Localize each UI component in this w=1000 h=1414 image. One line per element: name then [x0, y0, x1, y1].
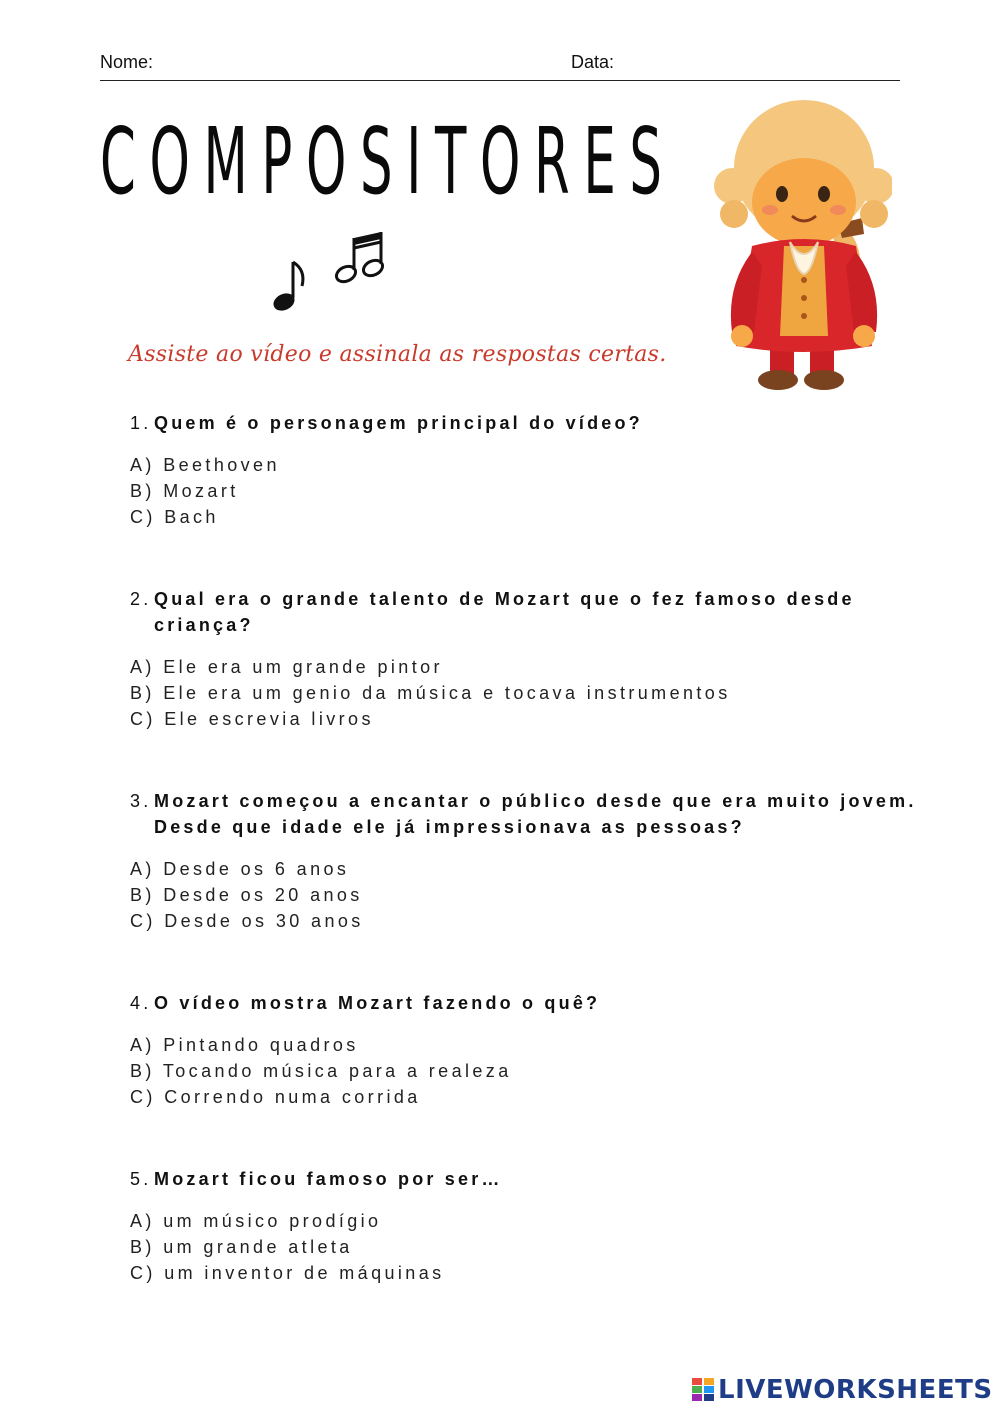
answer-option[interactable]: C) Bach — [130, 507, 219, 527]
answer-option[interactable]: C) Ele escrevia livros — [130, 709, 374, 729]
question-5 — [130, 1166, 930, 1286]
answer-option[interactable]: B) Ele era um genio da música e tocava instrumentos — [130, 683, 731, 703]
name-label: Nome: — [100, 52, 154, 72]
question-number: 4. — [130, 993, 152, 1013]
question-text: Mozart começou a encantar o público desde que era muito jovem. Desde que idade ele já impressionava as pessoas? — [154, 791, 917, 837]
question-number: 3. — [130, 791, 152, 811]
answer-option[interactable]: C) um inventor de máquinas — [130, 1263, 445, 1283]
mozart-character-illustration — [712, 96, 892, 396]
liveworksheets-brand — [692, 1374, 993, 1406]
answer-option[interactable]: C) Correndo numa corrida — [130, 1087, 421, 1107]
answer-option[interactable]: B) Mozart — [130, 481, 239, 501]
question-2 — [130, 586, 930, 732]
answer-option[interactable]: A) Pintando quadros — [130, 1035, 359, 1055]
answer-option[interactable]: A) Desde os 6 anos — [130, 859, 350, 879]
answer-option[interactable]: B) Tocando música para a realeza — [130, 1061, 512, 1081]
header-row — [100, 52, 900, 81]
question-3 — [130, 788, 930, 934]
answer-option[interactable]: C) Desde os 30 anos — [130, 911, 364, 931]
instruction-text: Assiste ao vídeo e assinala as respostas certas. — [128, 342, 667, 367]
answer-option[interactable]: A) um músico prodígio — [130, 1211, 382, 1231]
music-notes-icon — [262, 230, 392, 320]
question-4 — [130, 990, 930, 1110]
question-text: Mozart ficou famoso por ser… — [154, 1169, 503, 1189]
question-text: O vídeo mostra Mozart fazendo o quê? — [154, 993, 601, 1013]
answer-option[interactable]: B) um grande atleta — [130, 1237, 353, 1257]
question-1 — [130, 410, 930, 530]
question-text: Quem é o personagem principal do vídeo? — [154, 413, 643, 433]
question-number: 2. — [130, 589, 152, 609]
answer-option[interactable]: A) Beethoven — [130, 455, 280, 475]
page-title: COMPOSITORES — [100, 108, 676, 215]
question-list — [130, 410, 930, 1342]
question-text: Qual era o grande talento de Mozart que o fez famoso desde criança? — [154, 589, 855, 635]
liveworksheets-logo-icon — [692, 1378, 714, 1402]
answer-option[interactable]: B) Desde os 20 anos — [130, 885, 363, 905]
question-number: 5. — [130, 1169, 152, 1189]
brand-text: LIVEWORKSHEETS — [718, 1375, 993, 1405]
question-number: 1. — [130, 413, 152, 433]
answer-option[interactable]: A) Ele era um grande pintor — [130, 657, 443, 677]
date-label: Data: — [571, 52, 615, 72]
